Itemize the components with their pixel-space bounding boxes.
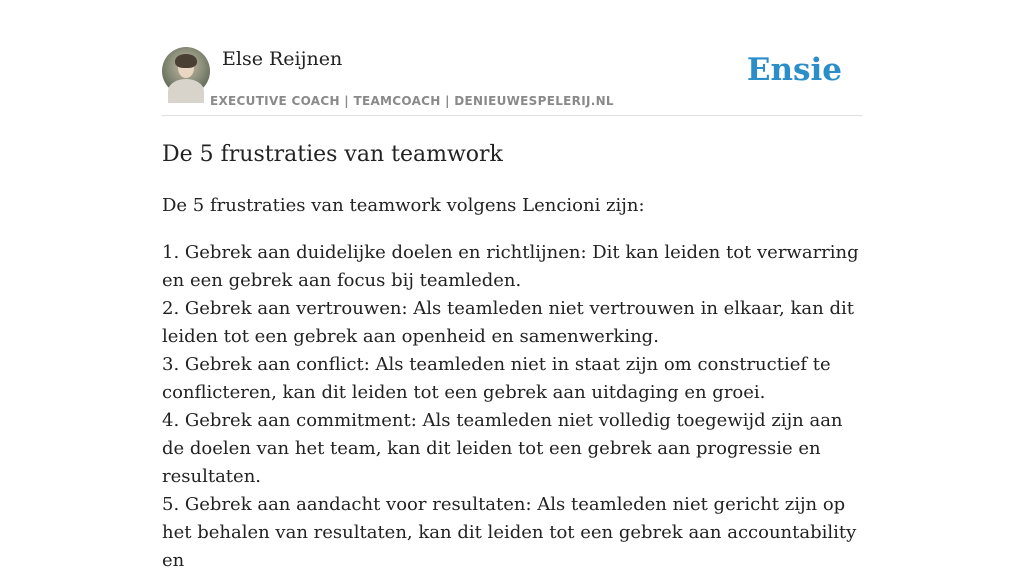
author-header	[162, 46, 862, 116]
avatar-hair-shape	[175, 54, 197, 68]
list-item: 1. Gebrek aan duidelijke doelen en richtlijnen: Dit kan leiden tot verwarring en een gebrek aan focus bij teamleden.	[162, 242, 859, 291]
list-item: 5. Gebrek aan aandacht voor resultaten: Als teamleden niet gericht zijn op het behalen van resultaten, kan dit leiden tot een gebrek aan accountability en	[162, 494, 857, 571]
ensie-logo[interactable]: Ensie	[746, 52, 842, 88]
article-title: De 5 frustraties van teamwork	[162, 142, 503, 167]
article-intro: De 5 frustraties van teamwork volgens Lencioni zijn:	[162, 195, 645, 216]
article-body	[162, 239, 867, 575]
list-item: 2. Gebrek aan vertrouwen: Als teamleden niet vertrouwen in elkaar, kan dit leiden tot een gebrek aan openheid en samenwerking.	[162, 298, 854, 347]
list-item: 3. Gebrek aan conflict: Als teamleden niet in staat zijn om constructief te conflicteren, kan dit leiden tot een gebrek aan uitdaging en groei.	[162, 354, 831, 403]
author-avatar[interactable]	[162, 47, 210, 95]
author-name[interactable]: Else Reijnen	[222, 48, 343, 70]
list-item: 4. Gebrek aan commitment: Als teamleden niet volledig toegewijd zijn aan de doelen van het team, kan dit leiden tot een gebrek aan progressie en resultaten.	[162, 410, 843, 487]
author-tagline: EXECUTIVE COACH | TEAMCOACH | DENIEUWESPELERIJ.NL	[210, 94, 614, 108]
avatar-body-shape	[168, 79, 204, 103]
article-card	[162, 0, 862, 571]
